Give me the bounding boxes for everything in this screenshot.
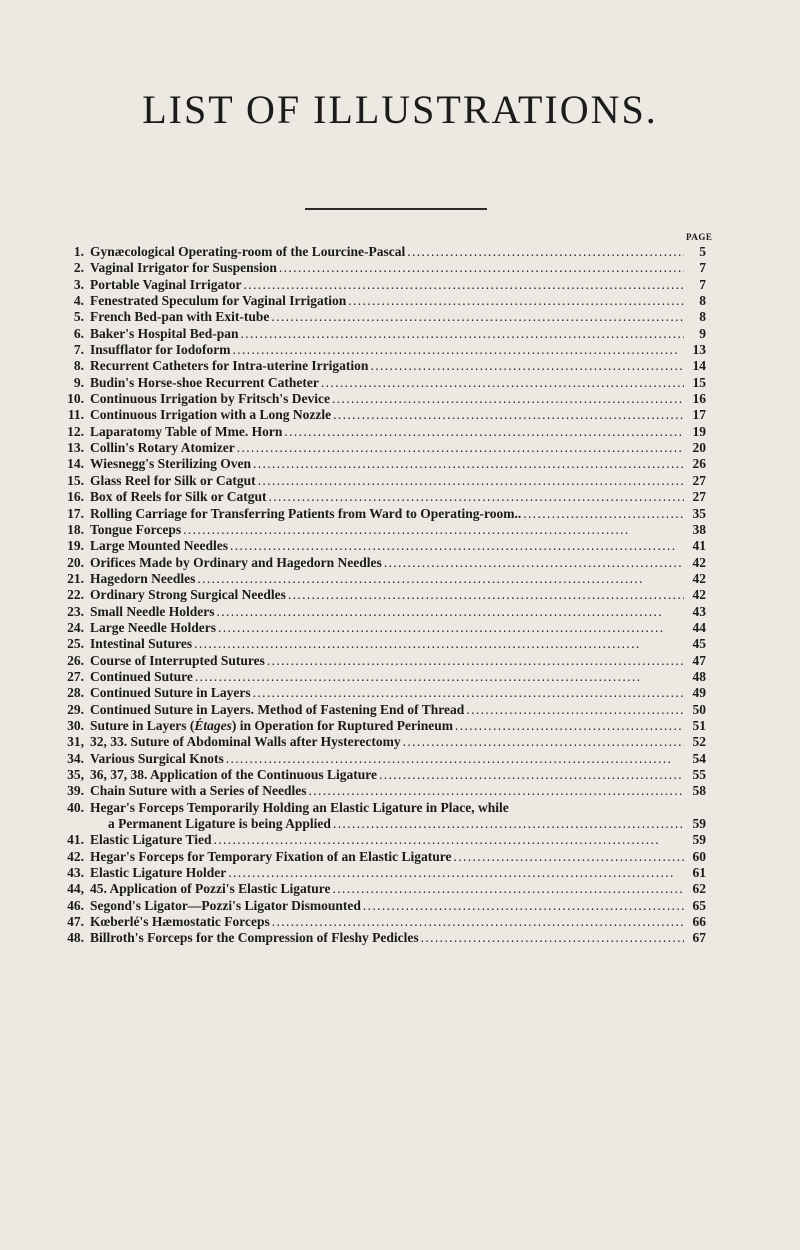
list-item: [50, 930, 706, 946]
page-number: 47: [692, 652, 706, 668]
entry-title: Box of Reels for Silk or Catgut: [90, 489, 267, 505]
dot-leader: [258, 473, 684, 489]
entry-number: 31,: [67, 734, 84, 750]
entry-title: Insufflator for Iodoform: [90, 342, 231, 358]
list-item: [50, 358, 706, 374]
dot-leader: [237, 440, 684, 456]
list-item: [50, 587, 706, 603]
entry-title: Hegar's Forceps Temporarily Holding an Elastic Ligature in Place, while: [90, 799, 509, 815]
list-item: [50, 881, 706, 897]
list-item: [50, 636, 706, 652]
entry-number: 11.: [67, 407, 84, 423]
list-item: [50, 914, 706, 930]
entry-number: 2.: [73, 260, 84, 276]
list-item: [50, 277, 706, 293]
page-number: 65: [692, 897, 706, 913]
entry-title: Wiesnegg's Sterilizing Oven: [90, 456, 251, 472]
entry-number: 9.: [73, 374, 84, 390]
entry-number: 48.: [67, 930, 84, 946]
entry-number: 10.: [67, 391, 84, 407]
entry-title: Portable Vaginal Irrigator: [90, 276, 242, 292]
list-item: [50, 865, 706, 881]
entry-title: Chain Suture with a Series of Needles: [90, 783, 307, 799]
list-item: [50, 832, 706, 848]
entry-title: Various Surgical Knots: [90, 750, 224, 766]
dot-leader: [379, 767, 684, 783]
entry-number: 19.: [67, 538, 84, 554]
page-number: 44: [692, 619, 706, 635]
page-number: 5: [699, 244, 706, 259]
entry-title: Elastic Ligature Holder: [90, 865, 227, 881]
list-item: [50, 506, 706, 522]
list-item: [50, 783, 706, 799]
entry-number: 25.: [67, 636, 84, 652]
list-item: [50, 424, 706, 440]
dot-leader: [217, 604, 685, 620]
entry-number: 35,: [67, 767, 84, 782]
entry-title: Vaginal Irrigator for Suspension: [90, 260, 277, 276]
list-item: [50, 571, 706, 587]
dot-leader: [384, 555, 684, 571]
entry-title: Ordinary Strong Surgical Needles: [90, 587, 286, 603]
entry-number: 1.: [73, 244, 84, 259]
page-number: 14: [692, 358, 706, 374]
dot-leader: [333, 407, 684, 423]
entry-title: Laparatomy Table of Mme. Horn: [90, 423, 283, 439]
entry-title: 45. Application of Pozzi's Elastic Ligature: [90, 881, 331, 897]
entry-number: 47.: [67, 914, 84, 930]
dot-leader: [453, 849, 684, 865]
list-item: [50, 293, 706, 309]
entry-number: 18.: [67, 521, 84, 537]
dot-leader: [403, 734, 684, 750]
entry-number: 20.: [67, 554, 84, 570]
dot-leader: [455, 718, 684, 734]
page-number: 42: [692, 570, 706, 586]
page-number: 15: [692, 374, 706, 390]
entry-title: Suture in Layers (Étages) in Operation for Ruptured Perineum: [90, 717, 454, 733]
page-number: 59: [692, 816, 706, 832]
list-item: [50, 669, 706, 685]
entry-number: 4.: [73, 293, 84, 309]
entry-title: Intestinal Sutures: [90, 636, 193, 652]
page-number: 41: [692, 538, 706, 554]
entry-number: 8.: [73, 358, 84, 374]
dot-leader: [333, 881, 685, 897]
dot-leader: [228, 865, 684, 881]
list-item: [50, 456, 706, 472]
entry-number: 21.: [67, 570, 84, 586]
list-item: [50, 326, 706, 342]
page-number: 61: [692, 865, 706, 881]
list-item: [50, 702, 706, 718]
page-number: 59: [692, 832, 706, 848]
entry-title: Small Needle Holders: [90, 603, 215, 619]
entry-number: 13.: [67, 440, 84, 456]
dot-leader: [253, 456, 684, 472]
list-item: [50, 309, 706, 325]
page-number: 9: [699, 325, 706, 341]
dot-leader: [272, 914, 684, 930]
entry-title: Budin's Horse-shoe Recurrent Catheter: [90, 374, 319, 390]
page-number: 42: [692, 587, 706, 603]
entry-title: Large Mounted Needles: [90, 538, 228, 554]
dot-leader: [241, 326, 684, 342]
page-number: 27: [692, 489, 706, 505]
entry-number: 14.: [67, 456, 84, 472]
dot-leader: [269, 489, 685, 505]
entry-title: Segond's Ligator—Pozzi's Ligator Dismounted: [90, 897, 361, 913]
entry-title: Course of Interrupted Sutures: [90, 652, 265, 668]
entry-title: Fenestrated Speculum for Vaginal Irrigation: [90, 293, 347, 309]
entry-title: 32, 33. Suture of Abdominal Walls after Hysterectomy: [90, 734, 401, 750]
page-number: 55: [692, 767, 706, 782]
entry-number: 24.: [67, 619, 84, 635]
dot-leader: [279, 260, 684, 276]
dot-leader: [214, 832, 684, 848]
dot-leader: [321, 375, 684, 391]
dot-leader: [253, 685, 684, 701]
list-item: [50, 620, 706, 636]
entry-title: Gynæcological Operating-room of the Lourcine-Pascal: [90, 244, 406, 259]
page-number: 60: [692, 848, 706, 864]
entry-title-continued: a Permanent Ligature is being Applied: [108, 816, 331, 832]
dot-leader: [233, 342, 685, 358]
page-number: 49: [692, 685, 706, 701]
dot-leader: [271, 309, 684, 325]
entry-title: Collin's Rotary Atomizer: [90, 440, 235, 456]
list-item: [50, 751, 706, 767]
page-column-label: PAGE: [686, 232, 713, 242]
entry-number: 40.: [67, 799, 84, 815]
entry-number: 27.: [67, 668, 84, 684]
dot-leader: [197, 571, 684, 587]
entry-number: 43.: [67, 865, 84, 881]
list-item: [50, 391, 706, 407]
entry-title: Continuous Irrigation with a Long Nozzle: [90, 407, 332, 423]
dot-leader: [218, 620, 684, 636]
dot-leader: [267, 653, 684, 669]
entry-title: Hagedorn Needles: [90, 570, 196, 586]
entry-title: Kœberlé's Hæmostatic Forceps: [90, 914, 270, 930]
entry-number: 17.: [67, 505, 84, 521]
dot-leader: [421, 930, 684, 946]
page-number: 7: [699, 276, 706, 292]
list-item: [50, 767, 706, 783]
entry-number: 12.: [67, 423, 84, 439]
dot-leader: [332, 391, 684, 407]
entry-title: Continued Suture in Layers. Method of Fastening End of Thread: [90, 701, 465, 717]
entry-title: Continued Suture: [90, 668, 193, 684]
entry-title: Hegar's Forceps for Temporary Fixation of an Elastic Ligature: [90, 848, 452, 864]
entry-number: 39.: [67, 783, 84, 799]
page-number: 62: [692, 881, 706, 897]
entry-title: Tongue Forceps: [90, 521, 182, 537]
dot-leader: [523, 506, 684, 522]
entry-title: Baker's Hospital Bed-pan: [90, 325, 239, 341]
page-number: 51: [692, 717, 706, 733]
entry-number: 7.: [73, 342, 84, 358]
list-item: [50, 718, 706, 734]
page-number: 54: [692, 750, 706, 766]
list-item: [50, 898, 706, 914]
page-number: 27: [692, 472, 706, 488]
page-title: LIST OF ILLUSTRATIONS.: [142, 87, 658, 132]
entry-title: Continued Suture in Layers: [90, 685, 251, 701]
page-number: 67: [692, 930, 706, 946]
dot-leader: [370, 358, 684, 374]
dot-leader: [244, 277, 685, 293]
entry-title: Billroth's Forceps for the Compression of Fleshy Pedicles: [90, 930, 419, 946]
entry-number: 44,: [67, 881, 84, 897]
dot-leader: [348, 293, 684, 309]
list-item: [50, 375, 706, 391]
list-item: [50, 244, 706, 260]
entry-number: 28.: [67, 685, 84, 701]
dot-leader: [288, 587, 684, 603]
title-divider: [305, 208, 487, 210]
page-number: 50: [692, 701, 706, 717]
entry-title: Elastic Ligature Tied: [90, 832, 212, 848]
list-item: [50, 800, 706, 833]
entry-title: 36, 37, 38. Application of the Continuous Ligature: [90, 767, 378, 782]
list-item: [50, 538, 706, 554]
list-item: [50, 734, 706, 750]
entry-title: Orifices Made by Ordinary and Hagedorn Needles: [90, 554, 382, 570]
page-number: 58: [692, 783, 706, 799]
dot-leader: [284, 424, 684, 440]
page-number: 20: [692, 440, 706, 456]
list-item: [50, 522, 706, 538]
entry-number: 5.: [73, 309, 84, 325]
page-number: 19: [692, 423, 706, 439]
entry-number: 26.: [67, 652, 84, 668]
page-number: 43: [692, 603, 706, 619]
list-item: [50, 260, 706, 276]
list-item: [50, 685, 706, 701]
entry-number: 6.: [73, 325, 84, 341]
dot-leader: [407, 244, 684, 260]
page-number: 38: [692, 521, 706, 537]
page-number: 26: [692, 456, 706, 472]
list-item: [50, 407, 706, 423]
entry-number: 16.: [67, 489, 84, 505]
list-item: [50, 440, 706, 456]
dot-leader: [194, 636, 684, 652]
dot-leader: [363, 898, 684, 914]
entry-title: Recurrent Catheters for Intra-uterine Irrigation: [90, 358, 369, 374]
entry-number: 34.: [67, 750, 84, 766]
entry-number: 46.: [67, 897, 84, 913]
list-item: [50, 849, 706, 865]
page-number: 66: [692, 914, 706, 930]
entry-number: 22.: [67, 587, 84, 603]
dot-leader: [183, 522, 684, 538]
page-number: 16: [692, 391, 706, 407]
page-number: 7: [699, 260, 706, 276]
entry-title: French Bed-pan with Exit-tube: [90, 309, 270, 325]
dot-leader: [309, 783, 684, 799]
page-number: 8: [699, 293, 706, 309]
dot-leader: [195, 669, 684, 685]
page-number: 52: [692, 734, 706, 750]
entry-number: 15.: [67, 472, 84, 488]
list-item: [50, 555, 706, 571]
list-item: [50, 653, 706, 669]
illustrations-list: [50, 244, 706, 947]
entry-number: 23.: [67, 603, 84, 619]
dot-leader: [230, 538, 684, 554]
dot-leader: [226, 751, 684, 767]
page-number: 35: [692, 505, 706, 521]
page-number: 42: [692, 554, 706, 570]
list-item: [50, 604, 706, 620]
entry-title: Rolling Carriage for Transferring Patients from Ward to Operating-room..: [90, 505, 522, 521]
entry-number: 42.: [67, 848, 84, 864]
entry-number: 29.: [67, 701, 84, 717]
page-number: 8: [699, 309, 706, 325]
page-number: 17: [692, 407, 706, 423]
entry-number: 30.: [67, 717, 84, 733]
entry-number: 3.: [73, 276, 84, 292]
page-number: 48: [692, 668, 706, 684]
dot-leader: [333, 816, 684, 832]
entry-title: Continuous Irrigation by Fritsch's Device: [90, 391, 331, 407]
entry-title: Large Needle Holders: [90, 619, 216, 635]
list-item: [50, 489, 706, 505]
entry-number: 41.: [67, 832, 84, 848]
page-number: 45: [692, 636, 706, 652]
dot-leader: [466, 702, 684, 718]
list-item: [50, 342, 706, 358]
list-item: [50, 473, 706, 489]
page-number: 13: [692, 342, 706, 358]
entry-title: Glass Reel for Silk or Catgut: [90, 472, 256, 488]
